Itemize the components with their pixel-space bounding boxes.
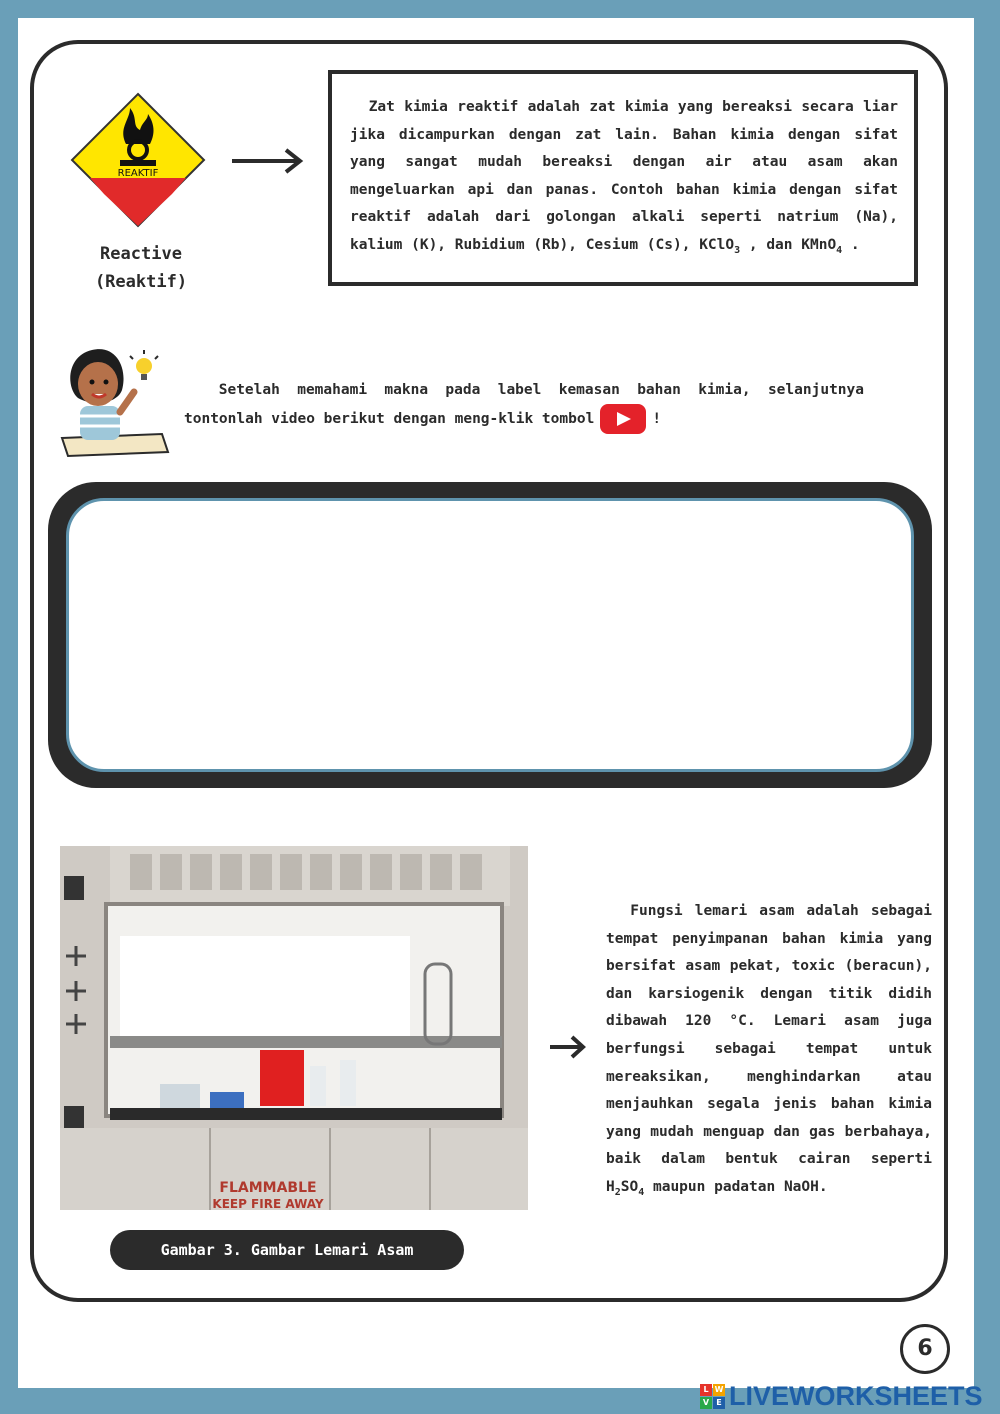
student-illustration	[52, 338, 172, 458]
reactive-definition-box	[328, 70, 918, 286]
fume-hood-photo	[60, 846, 528, 1210]
logo-letter-v: V	[700, 1397, 712, 1409]
right-arrow-icon-2	[548, 1034, 588, 1060]
video-frame	[48, 482, 932, 788]
lightbulb-icon	[136, 358, 152, 374]
right-arrow-icon	[228, 146, 308, 176]
watermark-text: LIVEWORKSHEETS	[729, 1380, 983, 1411]
page-number: 6	[900, 1324, 950, 1374]
instruction-end: !	[652, 411, 662, 427]
hazard-sign-label: REAKTIF	[117, 168, 159, 179]
fume-hood-function-text	[606, 898, 932, 1206]
logo-letter-l: L	[700, 1384, 712, 1396]
liveworksheets-logo-icon	[700, 1384, 725, 1409]
hazard-caption-line2: (Reaktif)	[94, 272, 188, 292]
hazard-caption	[76, 240, 206, 296]
instruction-text: Setelah memahami makna pada label kemasan bahan kimia, selanjutnya tontonlah video berikut dengan meng-klik tombol	[184, 382, 864, 427]
figure-caption: Gambar 3. Gambar Lemari Asam	[110, 1230, 464, 1270]
hazard-caption-line1: Reactive	[100, 244, 182, 264]
definition-end: .	[842, 236, 860, 253]
definition-subscript-2: 4	[836, 244, 843, 256]
video-player-area[interactable]	[66, 498, 914, 772]
function-subscript-1: 2	[614, 1186, 621, 1198]
function-text: Fungsi lemari asam adalah sebagai tempat penyimpanan bahan kimia yang bersifat asam pekat, toxic (beracun), dan karsiogenik dengan titik didih dibawah 120 °C. Lemari asam juga berfungsi sebagai tempat untuk mereaksikan, menghindarkan atau menjauhkan segala jenis bahan kimia yang mudah menguap dan gas berbahaya, baik dalam bentuk cairan seperti H	[606, 903, 932, 1195]
worksheet-page	[18, 18, 974, 1388]
reactive-hazard-sign	[68, 88, 208, 248]
logo-letter-w: W	[714, 1384, 724, 1394]
function-subscript-2: 4	[638, 1186, 645, 1198]
definition-subscript-1: 3	[734, 244, 741, 256]
youtube-play-button[interactable]	[600, 404, 646, 434]
hazard-diamond-icon	[68, 88, 208, 248]
function-end: maupun padatan NaOH.	[644, 1178, 828, 1195]
video-instruction	[184, 376, 864, 434]
function-mid: SO	[620, 1178, 639, 1195]
liveworksheets-watermark[interactable]	[700, 1378, 983, 1414]
definition-mid: , dan KMnO	[740, 236, 837, 253]
keep-fire-away-label: KEEP FIRE AWAY	[212, 1197, 324, 1210]
fume-hood-image	[60, 846, 528, 1210]
definition-text: Zat kimia reaktif adalah zat kimia yang bereaksi secara liar jika dicampurkan dengan zat lain. Bahan kimia dengan sifat yang sangat mudah bereaksi dengan air atau asam akan mengeluarkan api dan panas. Contoh bahan kimia dengan sifat reaktif adalah dari golongan alkali seperti natrium (Na), kalium (K), Rubidium (Rb), Cesium (Cs), KClO	[350, 99, 898, 253]
flammable-label: FLAMMABLE	[219, 1180, 317, 1196]
logo-letter-e: E	[713, 1397, 725, 1409]
